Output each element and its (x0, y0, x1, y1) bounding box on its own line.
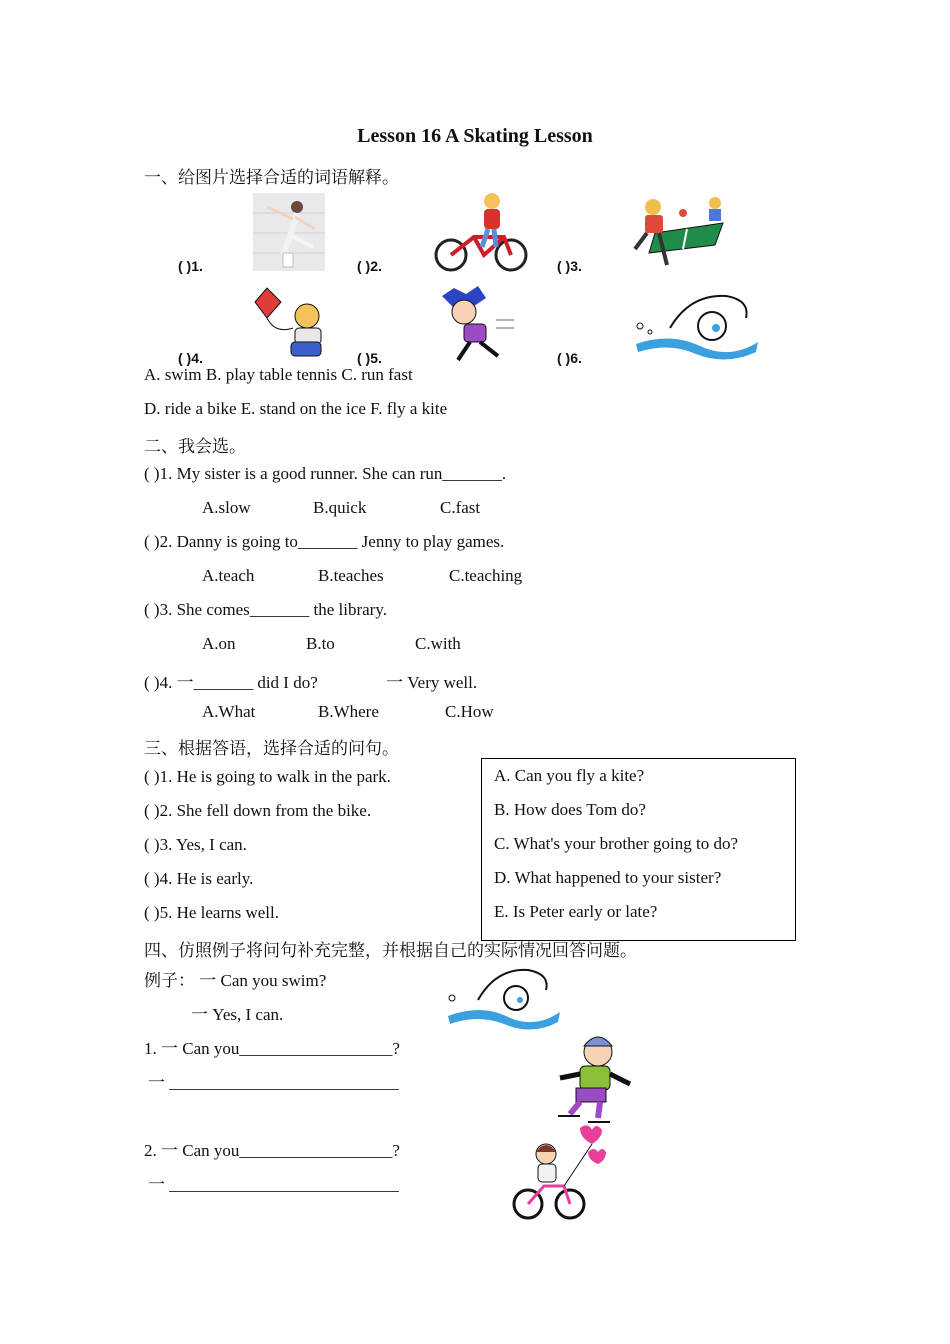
q2-4-option-a: A.What (202, 702, 256, 721)
ice-skater-picture (253, 193, 325, 271)
q2-3-option-b: B.to (306, 634, 335, 653)
section1-heading: 一、给图片选择合适的词语解释。 (144, 168, 399, 187)
kite-flyer-picture (253, 286, 333, 364)
picture-label-3: ( )3. (557, 258, 582, 274)
q2-1-option-c: C.fast (440, 498, 481, 517)
exercise-question-2: 2. 一 Can you__________________? (144, 1141, 400, 1160)
section3-heading: 三、根据答语，选择合适的问句。 (144, 739, 399, 758)
picture-label-5: ( )5. (357, 350, 382, 366)
question-3-5: ( )5. He learns well. (144, 903, 280, 922)
skating-boy-picture (540, 1030, 636, 1126)
runner-picture (434, 286, 518, 364)
question-2-4-answer: 一 Very well. (386, 673, 478, 692)
choice-c: C. What's your brother going to do? (494, 834, 739, 853)
options-line-2: D. ride a bike E. stand on the ice F. fly a kite (144, 399, 448, 418)
table-tennis-picture (631, 193, 727, 271)
swimmer-example-picture (444, 964, 562, 1034)
q2-4-option-c: C.How (445, 702, 494, 721)
section4-heading: 四、仿照例子将问句补充完整，并根据自己的实际情况回答问题。 (144, 941, 637, 960)
q2-1-option-a: A.slow (202, 498, 251, 517)
exercise-answer-1: 一 ___________________________ (148, 1073, 399, 1092)
bike-rider-picture (434, 191, 528, 273)
q2-1-option-b: B.quick (313, 498, 367, 517)
question-3-3: ( )3. Yes, I can. (144, 835, 247, 854)
picture-label-4: ( )4. (178, 350, 203, 366)
q2-3-option-a: A.on (202, 634, 236, 653)
page-title: Lesson 16 A Skating Lesson (357, 125, 593, 147)
question-2-3: ( )3. She comes_______ the library. (144, 600, 387, 619)
choice-e: E. Is Peter early or late? (494, 902, 658, 921)
q2-4-option-b: B.Where (318, 702, 379, 721)
section2-heading: 二、我会选。 (144, 437, 246, 456)
picture-label-1: ( )1. (178, 258, 203, 274)
question-2-2: ( )2. Danny is going to_______ Jenny to play games. (144, 532, 505, 551)
q2-2-option-b: B.teaches (318, 566, 384, 585)
question-3-1: ( )1. He is going to walk in the park. (144, 767, 391, 786)
bike-girl-picture (508, 1124, 608, 1222)
swimmer-picture (630, 288, 760, 364)
question-3-2: ( )2. She fell down from the bike. (144, 801, 372, 820)
exercise-question-1: 1. 一 Can you__________________? (144, 1039, 400, 1058)
question-3-4: ( )4. He is early. (144, 869, 254, 888)
question-2-4: ( )4. 一_______ did I do? (144, 673, 318, 692)
example-question: 例子： 一 Can you swim? (144, 971, 327, 990)
choice-a: A. Can you fly a kite? (494, 766, 645, 785)
answer-choices-box (481, 758, 796, 941)
exercise-answer-2: 一 ___________________________ (148, 1175, 399, 1194)
options-line-1: A. swim B. play table tennis C. run fast (144, 365, 413, 384)
picture-label-2: ( )2. (357, 258, 382, 274)
choice-d: D. What happened to your sister? (494, 868, 722, 887)
example-answer: 一 Yes, I can. (191, 1005, 284, 1024)
picture-label-6: ( )6. (557, 350, 582, 366)
q2-3-option-c: C.with (415, 634, 461, 653)
q2-2-option-a: A.teach (202, 566, 255, 585)
choice-b: B. How does Tom do? (494, 800, 646, 819)
question-2-1: ( )1. My sister is a good runner. She can run_______. (144, 464, 507, 483)
q2-2-option-c: C.teaching (449, 566, 523, 585)
